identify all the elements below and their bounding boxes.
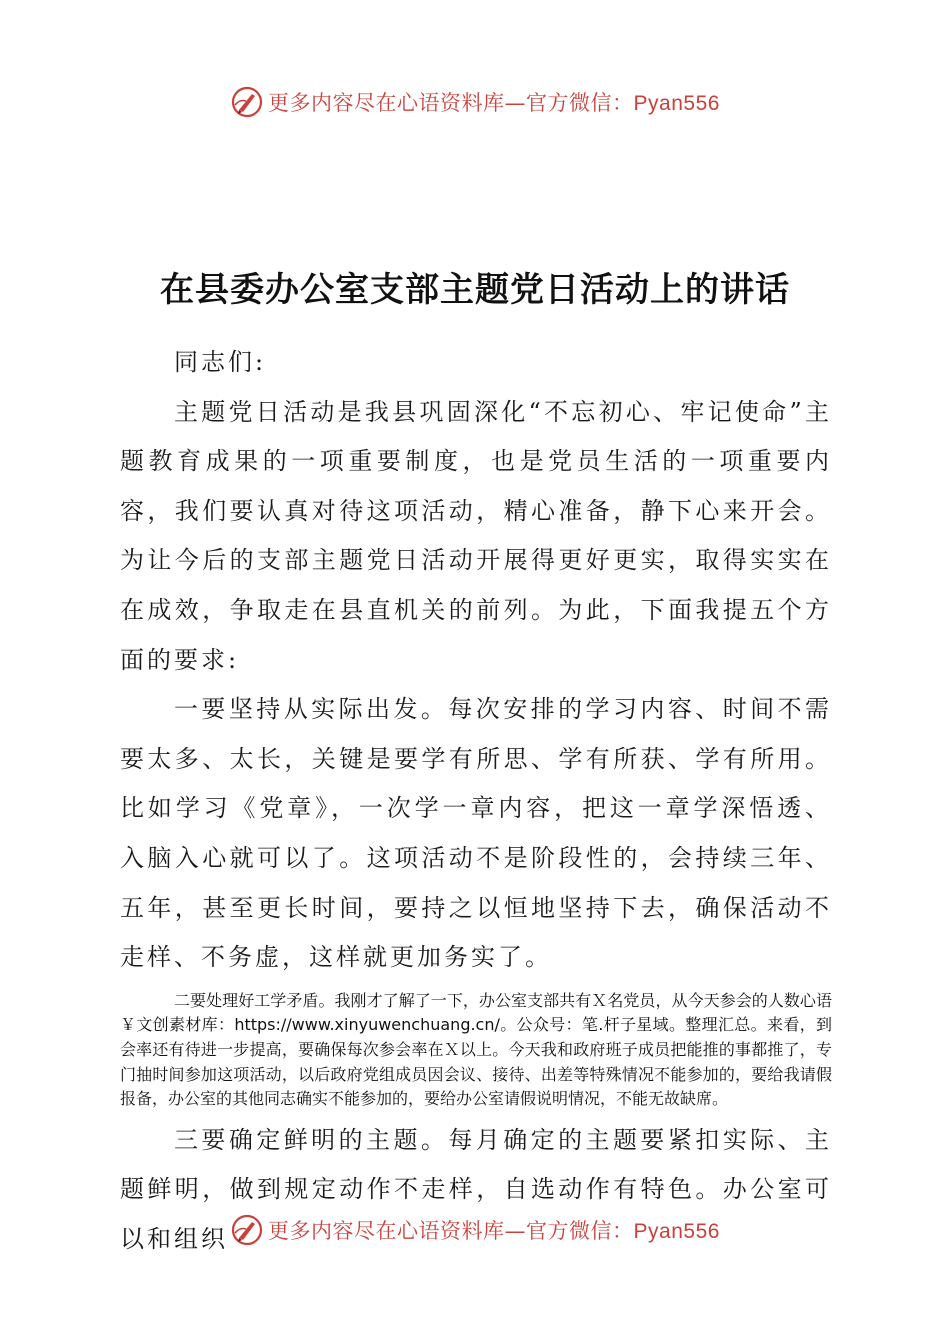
pen-logo-icon	[230, 85, 264, 119]
paragraph-2: 一要坚持从实际出发。每次安排的学习内容、时间不需要太多、太长，关键是要学有所思、学有所获、学有所用。比如学习《党章》，一次学一章内容，把这一章学深悟透、入脑入心就可以了。这项活动不是阶段性的，会持续三年、五年，甚至更长时间，要持之以恒地坚持下去，确保活动不走样、不务虚，这样就更加务实了。	[120, 695, 832, 972]
header-wechat-id: Pyan556	[633, 92, 720, 115]
document-body	[120, 338, 832, 1264]
footer-banner-text	[268, 1215, 720, 1245]
paragraph-3: 三要确定鲜明的主题。每月确定的主题要紧扣实际、主题鲜明，做到规定动作不走样，自选动作有特色。办公室可以和组织	[120, 1125, 832, 1253]
paragraph-1: 主题党日活动是我县巩固深化“不忘初心、牢记使命”主题教育成果的一项重要制度，也是党员生活的一项重要内容，我们要认真对待这项活动，精心准备，静下心来开会。为让今后的支部主题党日活动开展得更好更实，取得实实在在成效，争取走在县直机关的前列。为此，下面我提五个方面的要求:	[120, 397, 832, 674]
footer-banner	[0, 1210, 950, 1250]
footer-banner-label: 更多内容尽在心语资料库—官方微信：	[268, 1219, 634, 1243]
small-paragraph-part2: 来看，到会率还有待进一步提高，要确保每次参会率在Ｘ以上。今天我和政府班子成员把能推的事都推了，专门抽时间参加这项活动，以后政府党组成员因会议、接待、出差等特殊情况不能参加的，要给我请假报备，办公室的其他同志确实不能参加的，要给办公室请假说明情况，不能无故缺席。	[120, 1015, 832, 1109]
footer-wechat-id: Pyan556	[633, 1220, 720, 1243]
header-banner-label: 更多内容尽在心语资料库—官方微信：	[268, 91, 634, 115]
header-banner	[0, 82, 950, 122]
small-paragraph	[120, 989, 832, 1112]
ad-line: 心语￥文创素材库：https://www.xinyuwenchuang.cn/。公众号：笔.杆子星域。整理汇总。	[120, 990, 832, 1035]
small-paragraph-part1: 二要处理好工学矛盾。我刚才了解了一下，办公室支部共有Ｘ名党员，从今天参会的人数	[174, 990, 800, 1010]
pen-logo-icon	[230, 1213, 264, 1247]
header-banner-text	[268, 87, 720, 117]
greeting: 同志们:	[174, 348, 267, 376]
document-title: 在县委办公室支部主题党日活动上的讲话	[160, 270, 790, 310]
